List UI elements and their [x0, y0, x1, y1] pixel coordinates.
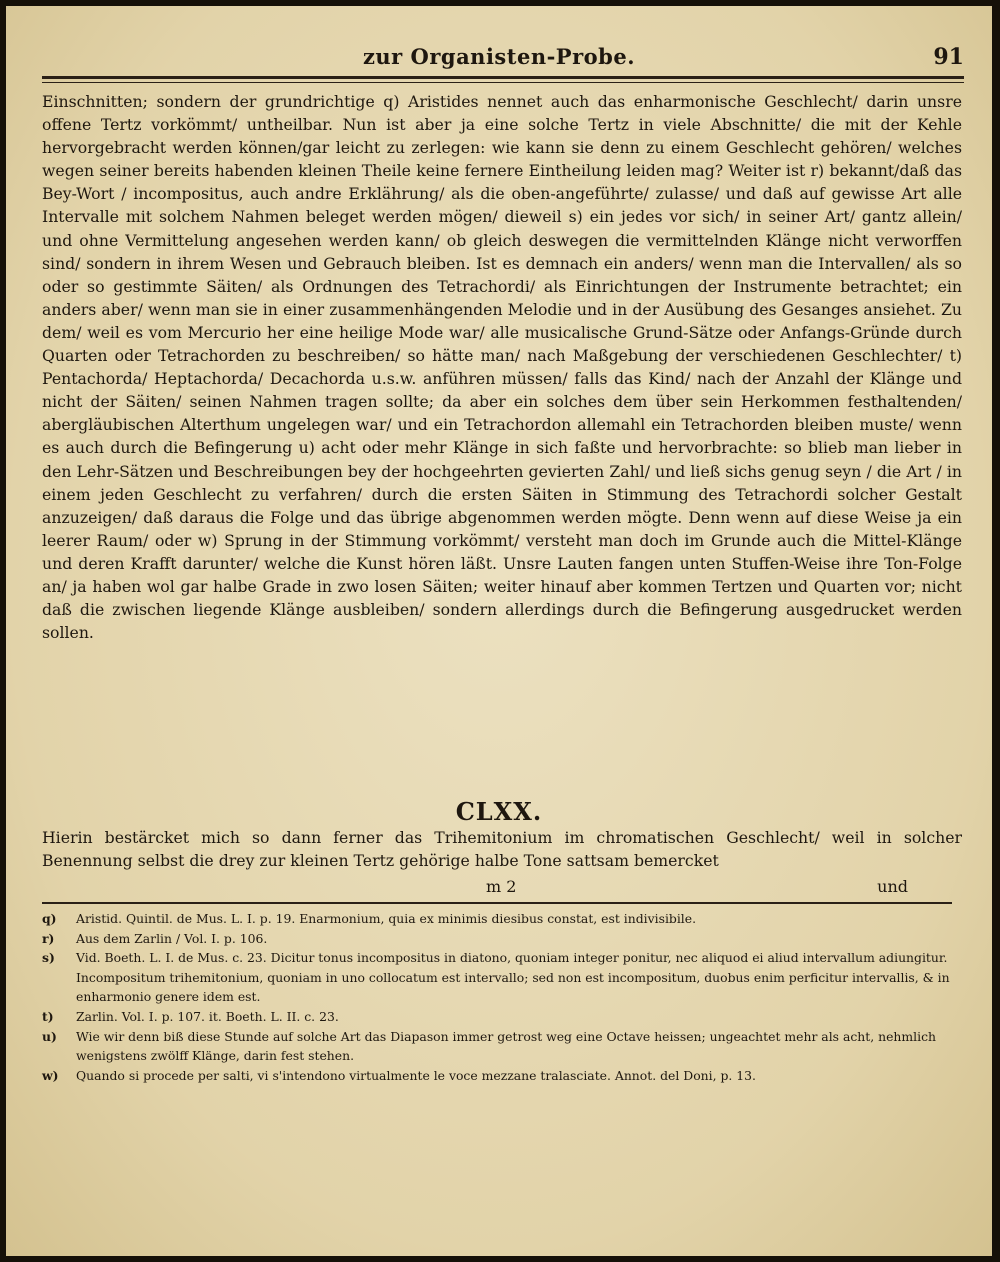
- footnote-rule: [42, 902, 952, 904]
- footnote-text: Aus dem Zarlin / Vol. I. p. 106.: [76, 930, 268, 946]
- footnote-mark: w): [42, 1067, 59, 1083]
- footnote-text: Wie wir denn biß diese Stunde auf solche Art das Diapason immer getrost weg eine Octave heissen; ungeachtet mehr als acht, nehmlich wenigstens zwölff Klänge, darin fest stehen.: [76, 1028, 937, 1064]
- header-rule-thin: [42, 82, 964, 83]
- footnote-w: [42, 1066, 962, 1086]
- footnote-text: Vid. Boeth. L. I. de Mus. c. 23. Dicitur tonus incompositus in diatono, quoniam integer ponitur, nec aliquod ei aliud intervallum adiungitur. Incompositum trihemitonium, quoniam in uno collocatum est intervallo; sed non est incompositum, duobus enim perficitur intervallis, & in enharmonio genere idem est.: [76, 950, 950, 1005]
- footnote-s: [42, 948, 962, 1007]
- page-number: 91: [933, 44, 964, 70]
- body-paragraph: Einschnitten; sondern der grundrichtige q) Aristides nennet auch das enharmonische Geschlecht/ darin unsre offene Tertz vorkömmt/ untheilbar. Nun ist aber ja eine solche Tertz in viele Abschnitte/ die mit der Kehle hervorgebracht werden können/gar leicht zu zerlegen: wie kann sie denn zu einem Geschlecht gehören/ welches wegen seiner bereits habenden kleinen Theile keine fernere Eintheilung leiden mag? Weiter ist r) bekannt/daß das Bey-Wort / incompositus, auch andre Erklährung/ als die oben-angeführte/ zulasse/ und daß auf gewisse Art alle Intervalle mit solchem Nahmen beleget werden mögen/ dieweil s) ein jedes vor sich/ in seiner Art/ gantz allein/ und ohne Vermittelung angesehen werden kann/ ob gleich deswegen die vermittelnden Klänge nicht verworffen sind/ sondern in ihrem Wesen und Gebrauch bleiben. Ist es demnach ein anders/ wenn man die Intervallen/ als so oder so gestimmte Säiten/ als Ordnungen des Tetrachordi/ als Einrichtungen der Instrumente betrachtet; ein anders aber/ wenn man sie in einer zusammenhängenden Melodie und in der Ausübung des Gesanges ansiehet. Zu dem/ weil es vom Mercurio her eine heilige Mode war/ alle musicalische Grund-Sätze oder Anfangs-Gründe durch Quarten oder Tetrachorden zu beschreiben/ so hätte man/ nach Maßgebung der verschiedenen Geschlechter/ t) Pentachorda/ Heptachorda/ Decachorda u.s.w. anführen müssen/ falls das Kind/ nach der Anzahl der Klänge und nicht der Säiten/ seinen Nahmen tragen sollte; da aber ein solches dem über sein Herkommen festhaltenden/ abergläubischen Alterthum ungelegen war/ und ein Tetrachordon allemahl ein Tetrachorden bleiben muste/ wenn es auch durch die Befingerung u) acht oder mehr Klänge in sich faßte und hervorbrachte: so blieb man lieber in den Lehr-Sätzen und Beschreibungen bey der hochgeehrten gevierten Zahl/ und ließ sichs genug seyn / die Art / in einem jeden Geschlecht zu verfahren/ durch die ersten Säiten in Stimmung des Tetrachordi solcher Gestalt anzuzeigen/ daß daraus die Folge und das übrige abgenommen werden mögte. Denn wenn auf diese Weise ja ein leerer Raum/ oder w) Sprung in der Stimmung vorkömmt/ versteht man doch im Grunde auch die Mittel-Klänge und deren Krafft darunter/ welche die Kunst hören läßt. Unsre Lauten fangen unten Stuffen-Weise ihre Ton-Folge an/ ja haben wol gar halbe Grade in zwo losen Säiten; weiter hinauf aber kommen Tertzen und Quarten vor; nicht daß die zwischen liegende Klänge ausbleiben/ sondern allerdings durch die Befingerung ausgedrucket werden sollen.: [42, 92, 962, 643]
- footnote-mark: u): [42, 1028, 57, 1044]
- running-head: zur Organisten-Probe.: [362, 44, 636, 69]
- page-header: [6, 44, 992, 80]
- footnotes: [42, 909, 962, 1085]
- book-page: [6, 6, 992, 1256]
- footnote-mark: r): [42, 930, 55, 946]
- footnote-t: [42, 1007, 962, 1027]
- footnote-mark: s): [42, 950, 55, 966]
- signature-mark: m 2: [486, 877, 517, 896]
- section-number: CLXX.: [455, 797, 543, 826]
- footnote-r: [42, 929, 962, 949]
- footnote-text: Zarlin. Vol. I. p. 107. it. Boeth. L. II. c. 23.: [76, 1008, 339, 1024]
- footnote-mark: q): [42, 911, 57, 926]
- footnote-u: [42, 1027, 962, 1066]
- footnote-mark: t): [42, 1008, 54, 1024]
- section-paragraph: Hierin bestärcket mich so dann ferner das Trihemitonium im chromatischen Geschlecht/ weil in solcher Benennung selbst die drey zur kleinen Tertz gehörige halbe Tone sattsam bemercket: [42, 828, 962, 871]
- footnote-text: Aristid. Quintil. de Mus. L. I. p. 19. Enarmonium, quia ex minimis diesibus constat, est indivisibile.: [76, 911, 697, 926]
- footnote-text: Quando si procede per salti, vi s'intendono virtualmente le voce mezzane tralasciate. Annot. del Doni, p. 13.: [76, 1067, 756, 1083]
- footnote-q: [42, 909, 962, 929]
- header-rule: [42, 76, 964, 79]
- catchword: und: [877, 877, 908, 896]
